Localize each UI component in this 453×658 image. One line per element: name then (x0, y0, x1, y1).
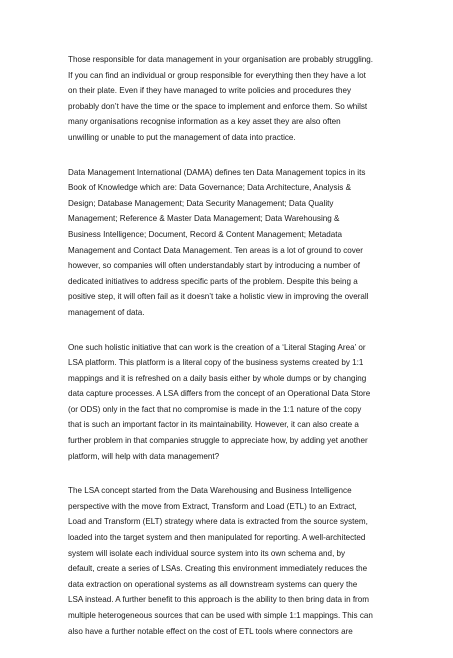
text-line: Those responsible for data management in your organisation are probably struggling. (68, 55, 374, 64)
paragraph-1 (68, 52, 396, 146)
paragraph-4 (68, 483, 396, 639)
text-line: on their plate. Even if they have managed to write policies and procedures they (68, 86, 352, 96)
text-line: multiple heterogeneous sources that can be used with simple 1:1 mappings. This can (68, 611, 373, 620)
text-line: If you can find an individual or group responsible for everything then they have a lot (68, 70, 366, 80)
text-line: further problem in that companies struggle to appreciate how, by adding yet another (68, 436, 368, 446)
text-line: The LSA concept started from the Data Warehousing and Business Intelligence (68, 486, 352, 496)
text-line: Load and Transform (ELT) strategy where data is extracted from the source system, (68, 517, 368, 527)
text-line: dedicated initiatives to address specific parts of the problem. Despite this being a (68, 276, 358, 286)
text-line: Management; Reference & Master Data Management; Data Warehousing & (68, 214, 340, 224)
text-line: data extraction on operational systems as all downstream systems can query the (68, 579, 358, 589)
text-line: loaded into the target system and then manipulated for reporting. A well-architected (68, 533, 366, 543)
text-line: however, so companies will often understandably start by introducing a number of (68, 261, 360, 271)
paragraph-3 (68, 340, 396, 465)
text-line: also have a further notable effect on the cost of ETL tools where connectors are (68, 626, 353, 636)
text-line: management of data. (68, 307, 145, 317)
text-line: LSA instead. A further benefit to this approach is the ability to then bring data in from (68, 595, 370, 605)
paragraph-2 (68, 165, 396, 321)
text-line: Book of Knowledge which are: Data Governance; Data Architecture, Analysis & (68, 183, 351, 193)
text-line: positive step, it will often fail as it doesn’t take a holistic view in improving the overall (68, 292, 369, 302)
text-line: data capture processes. A LSA differs from the concept of an Operational Data Store (68, 389, 371, 399)
text-line: default, create a series of LSAs. Creating this environment immediately reduces the (68, 564, 368, 574)
text-line: system will isolate each individual source system into its own schema and, by (68, 548, 346, 558)
text-line: mappings and it is refreshed on a daily basis either by whole dumps or by changing (68, 373, 367, 383)
text-line: Business Intelligence; Document, Record & Content Management; Metadata (68, 229, 342, 239)
text-line: probably don’t have the time or the space to implement and enforce them. So whilst (68, 101, 368, 111)
text-line: One such holistic initiative that can work is the creation of a ‘Literal Staging Area’ or (68, 342, 366, 352)
text-line: LSA platform. This platform is a literal copy of the business systems created by 1:1 (68, 358, 364, 368)
text-line: Management and Contact Data Management. Ten areas is a lot of ground to cover (68, 245, 363, 255)
text-line: many organisations recognise information as a key asset they are also often (68, 117, 341, 127)
text-line: Design; Database Management; Data Security Management; Data Quality (68, 198, 334, 208)
document-body (68, 52, 396, 658)
text-line: unwilling or unable to put the management of data into practice. (68, 132, 296, 142)
text-line: Data Management International (DAMA) defines ten Data Management topics in its (68, 167, 366, 177)
text-line: perspective with the move from Extract, Transform and Load (ETL) to an Extract, (68, 501, 357, 511)
text-line: (or ODS) only in the fact that no compromise is made in the 1:1 nature of the copy (68, 404, 362, 414)
text-line: platform, will help with data management? (68, 451, 220, 461)
text-line: that is such an important factor in its maintainability. However, it can also create a (68, 420, 359, 430)
